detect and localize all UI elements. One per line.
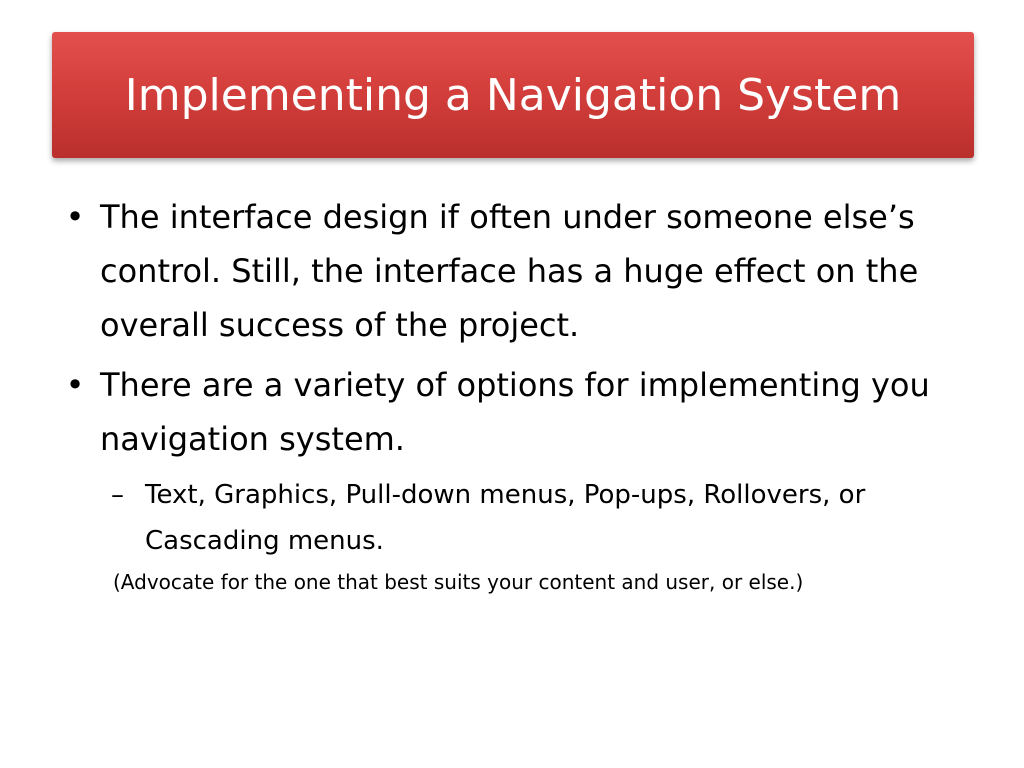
bullet-icon: • bbox=[65, 366, 85, 404]
slide-title: Implementing a Navigation System bbox=[124, 69, 902, 121]
slide-note: (Advocate for the one that best suits your content and user, or else.) bbox=[113, 570, 804, 594]
title-bar bbox=[52, 32, 974, 158]
bullet-item bbox=[60, 358, 960, 466]
slide-content bbox=[60, 190, 960, 598]
bullet-item bbox=[60, 190, 960, 352]
sub-bullet-item bbox=[111, 472, 960, 564]
bullet-text: The interface design if often under someone else’s control. Still, the interface has a huge effect on the overall success of the project. bbox=[100, 198, 919, 344]
bullet-text: There are a variety of options for implementing you navigation system. bbox=[100, 366, 930, 458]
dash-icon: – bbox=[111, 480, 124, 510]
sub-bullet-text: Text, Graphics, Pull-down menus, Pop-ups, Rollovers, or Cascading menus. bbox=[145, 480, 866, 556]
bullet-icon: • bbox=[65, 198, 85, 236]
